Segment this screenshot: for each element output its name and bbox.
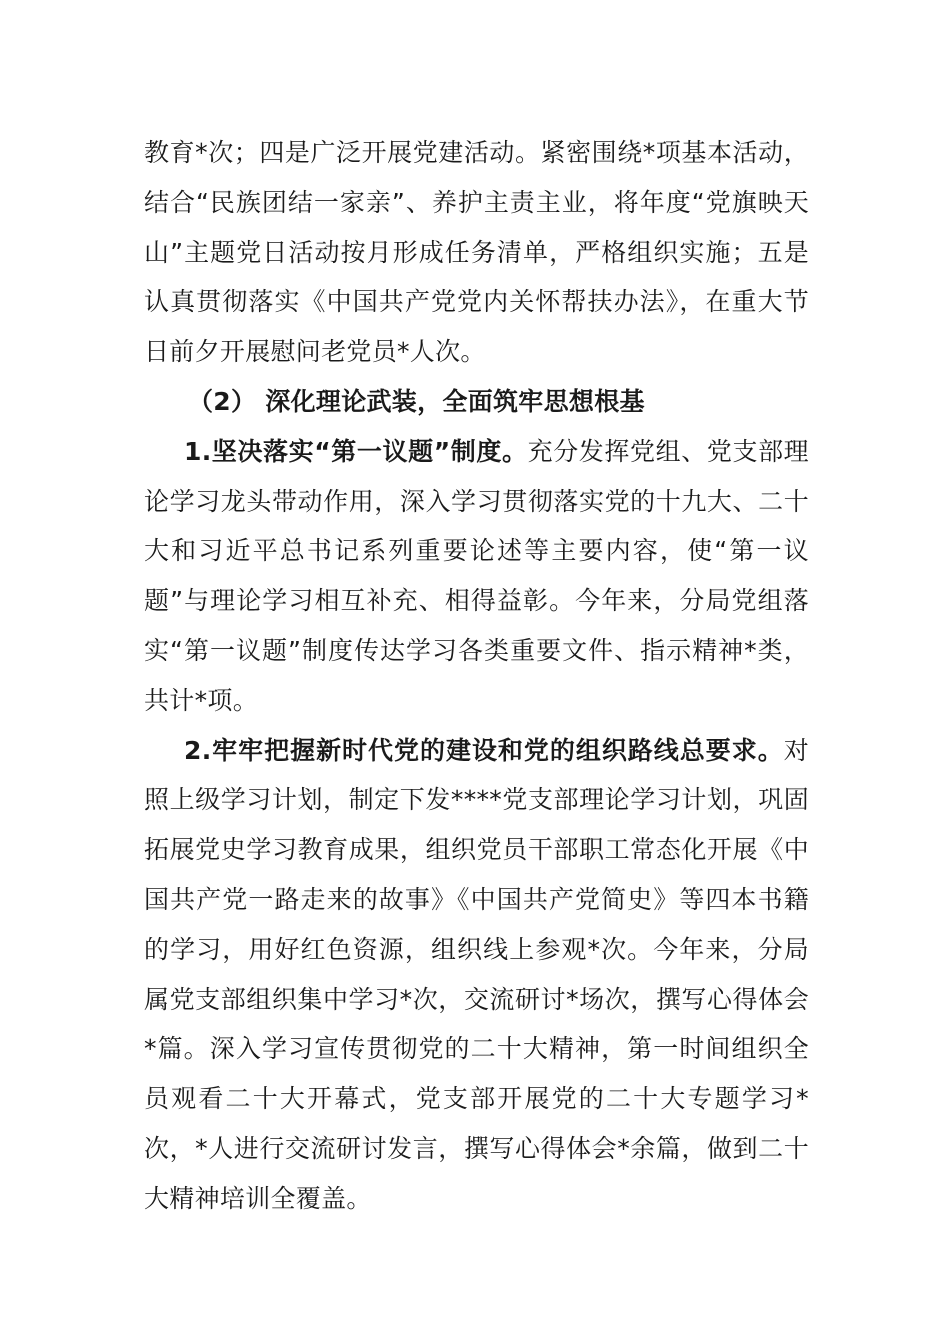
paragraph-lead: 1.坚决落实“第一议题”制度。 <box>184 436 528 466</box>
paragraph-lead: 2.牢牢把握新时代党的建设和党的组织路线总要求。 <box>184 735 784 765</box>
section-heading: （2） 深化理论武装，全面筑牢思想根基 <box>188 386 645 416</box>
document-body <box>144 128 809 1224</box>
paragraph-first-topic <box>144 427 809 726</box>
paragraph-body: 充分发挥党组、党支部理论学习龙头带动作用，深入学习贯彻落实党的十九大、二十大和习近平总书记系列重要论述等主要内容，使“第一议题”与理论学习相互补充、相得益彰。今年来，分局党组落实“第一议题”制度传达学习各类重要文件、指示精神*类，共计*项。 <box>144 436 809 715</box>
paragraph-party-activities: 教育*次；四是广泛开展党建活动。紧密围绕*项基本活动，结合“民族团结一家亲”、养护主责主业，将年度“党旗映天山”主题党日活动按月形成任务清单，严格组织实施；五是认真贯彻落实《中国共产党党内关怀帮扶办法》，在重大节日前夕开展慰问老党员*人次。 <box>144 138 809 367</box>
paragraph-organization-line <box>144 726 809 1224</box>
paragraph-body: 对照上级学习计划，制定下发****党支部理论学习计划，巩固拓展党史学习教育成果，组织党员干部职工常态化开展《中国共产党一路走来的故事》《中国共产党简史》等四本书籍的学习，用好红色资源，组织线上参观*次。今年来，分局属党支部组织集中学习*次，交流研讨*场次，撰写心得体会*篇。深入学习宣传贯彻党的二十大精神，第一时间组织全员观看二十大开幕式，党支部开展党的二十大专题学习*次，*人进行交流研讨发言，撰写心得体会*余篇，做到二十大精神培训全覆盖。 <box>144 735 809 1213</box>
